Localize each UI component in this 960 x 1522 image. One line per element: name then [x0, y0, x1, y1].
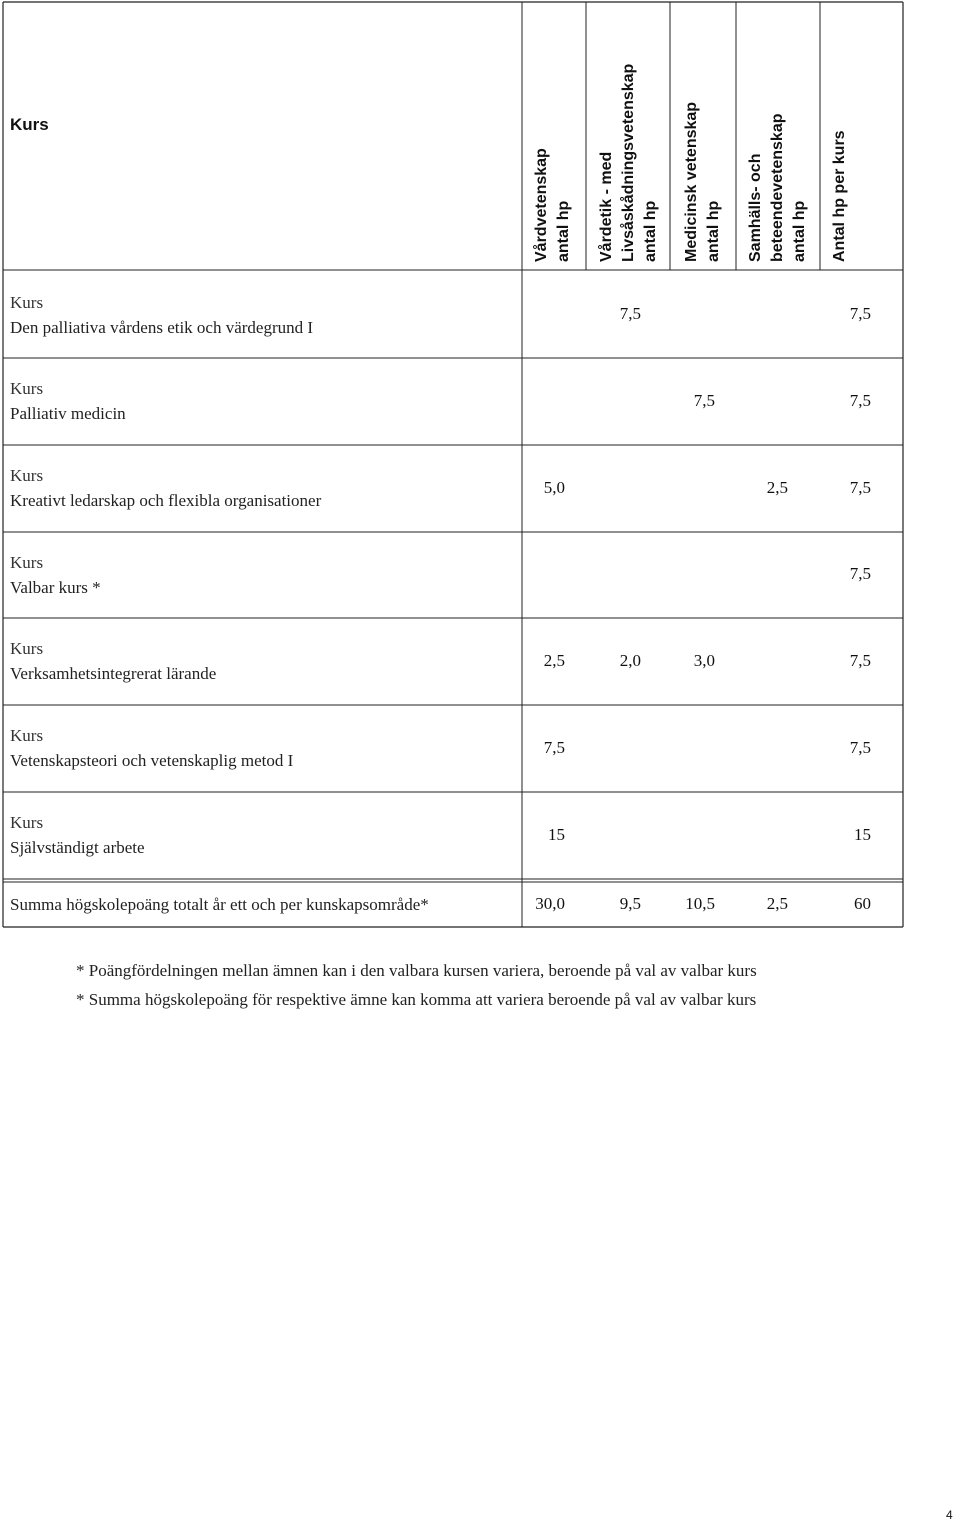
page-number: 4 [946, 1508, 953, 1522]
total-value-5: 60 [854, 894, 871, 913]
row-3-value-1: 5,0 [543, 477, 565, 497]
header-kurs: Kurs [10, 115, 49, 134]
total-value-4: 2,5 [766, 894, 788, 913]
header-col-5-line-1: Antal hp per kurs [831, 130, 848, 262]
total-value-2: 9,5 [619, 894, 641, 913]
row-6-value-5: 7,5 [849, 737, 871, 757]
header-col-3-line-2: antal hp [705, 200, 722, 262]
header-col-2-line-3: antal hp [642, 200, 659, 262]
row-2-value-3: 7,5 [693, 390, 715, 410]
header-col-1-line-1: Vårdvetenskap [533, 148, 550, 262]
row-6-course-name: Vetenskapsteori och vetenskaplig metod I [10, 751, 294, 770]
row-6-value-1: 7,5 [543, 737, 565, 757]
header-col-1-line-2: antal hp [555, 200, 572, 262]
row-3-value-5: 7,5 [849, 477, 871, 497]
row-2-value-5: 7,5 [849, 390, 871, 410]
total-label: Summa högskolepoäng totalt år ett och per kunskapsområde* [10, 895, 429, 914]
row-4-label: Kurs [10, 553, 44, 572]
row-1-label: Kurs [10, 293, 44, 312]
row-7-value-1: 15 [548, 824, 565, 844]
row-7-value-5: 15 [854, 824, 871, 844]
row-7-course-name: Självständigt arbete [10, 838, 145, 857]
header-col-2-line-2: Livsåskådningsvetenskap [620, 63, 637, 262]
row-3-value-4: 2,5 [766, 477, 788, 497]
header-col-4-line-1: Samhälls- och [747, 153, 764, 262]
row-4-value-5: 7,5 [849, 564, 871, 583]
footnote-2: * Summa högskolepoäng för respektive ämne kan komma att variera beroende på val av valbar kurs [76, 990, 757, 1009]
total-value-1: 30,0 [535, 894, 565, 913]
row-5-value-5: 7,5 [849, 650, 871, 670]
header-col-4-line-3: antal hp [791, 200, 808, 262]
row-3-label: Kurs [10, 466, 44, 485]
row-6-label: Kurs [10, 726, 44, 745]
row-1-value-5: 7,5 [849, 304, 871, 323]
row-5-label: Kurs [10, 639, 44, 658]
row-5-value-3: 3,0 [693, 650, 715, 670]
row-2-course-name: Palliativ medicin [10, 404, 126, 423]
header-col-3-line-1: Medicinsk vetenskap [683, 101, 700, 262]
footnote-1: * Poängfördelningen mellan ämnen kan i den valbara kursen variera, beroende på val av valbar kurs [76, 961, 757, 980]
header-col-4-line-2: beteendevetenskap [769, 113, 786, 262]
total-value-3: 10,5 [685, 894, 715, 913]
row-1-course-name: Den palliativa vårdens etik och värdegrund I [10, 318, 314, 337]
row-7-label: Kurs [10, 813, 44, 832]
row-5-value-2: 2,0 [619, 650, 641, 670]
row-2-label: Kurs [10, 379, 44, 398]
row-1-value-2: 7,5 [619, 304, 641, 323]
row-5-value-1: 2,5 [543, 650, 565, 670]
header-col-2-line-1: Vårdetik - med [598, 151, 615, 262]
row-4-course-name: Valbar kurs * [10, 578, 101, 597]
row-5-course-name: Verksamhetsintegrerat lärande [10, 664, 217, 683]
row-3-course-name: Kreativt ledarskap och flexibla organisationer [10, 491, 322, 510]
